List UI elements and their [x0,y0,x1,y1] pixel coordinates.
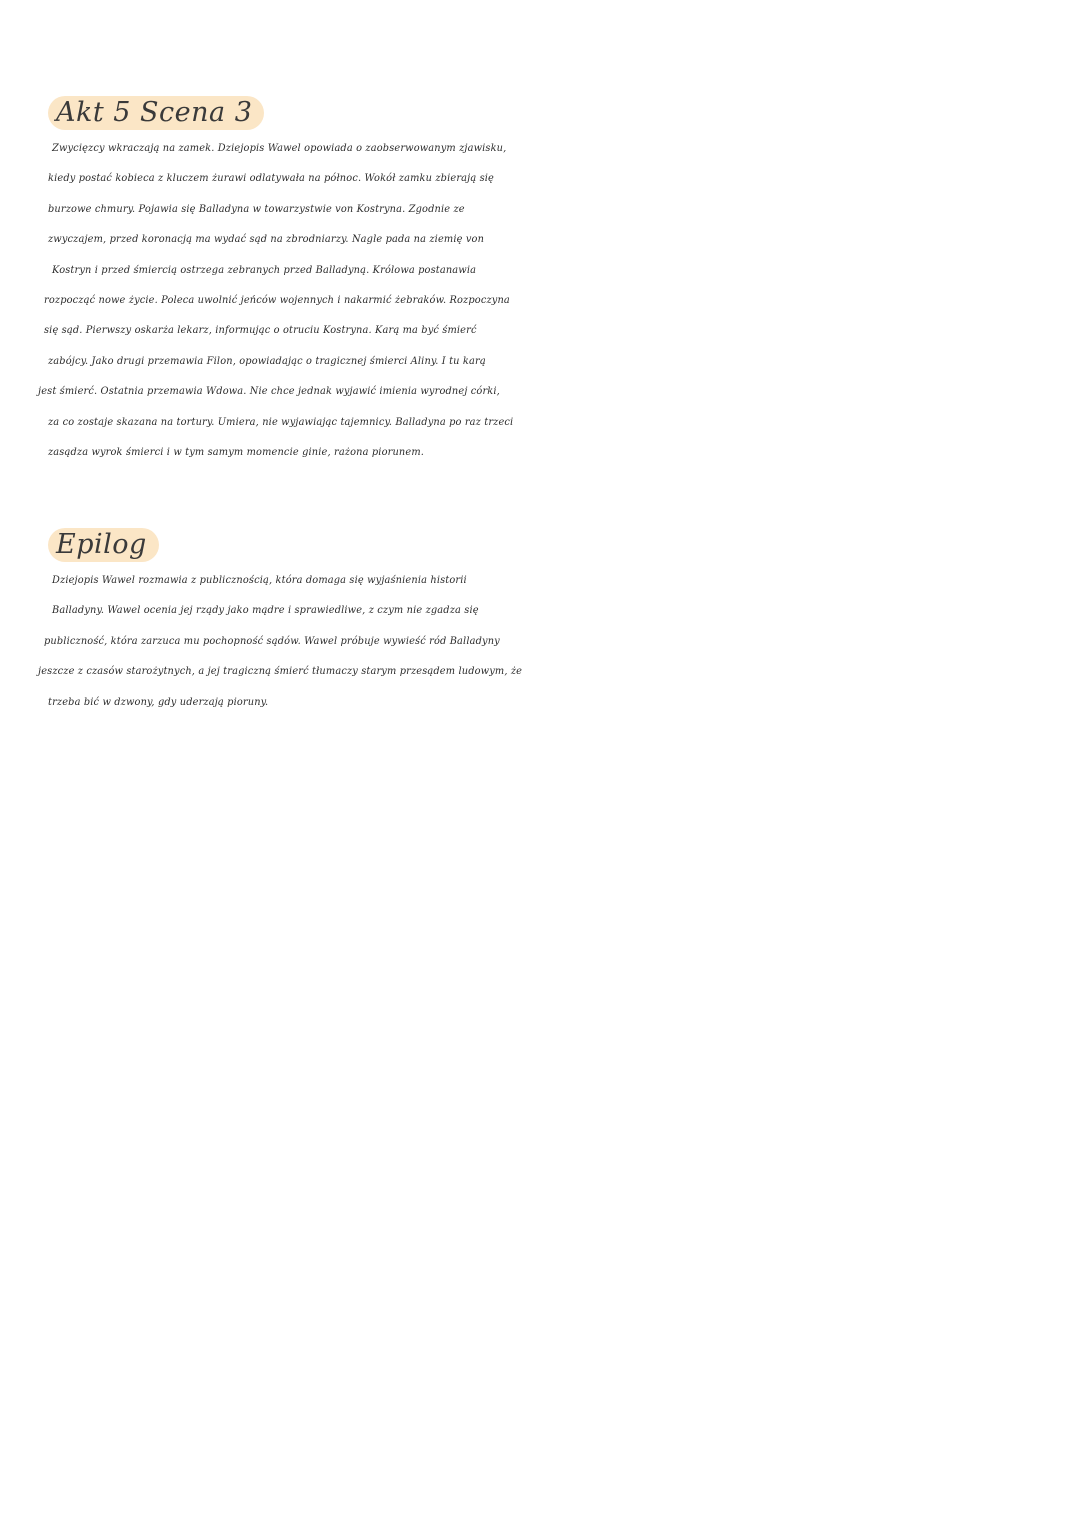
text-line: się sąd. Pierwszy oskarża lekarz, informując o otruciu Kostryna. Karą ma być śmierć [44,325,477,337]
text-line: publiczność, która zarzuca mu pochopność sądów. Wawel próbuje wywieść ród Balladyny [44,635,500,647]
section-heading: Akt 5 Scena 3 [48,96,264,130]
section-body [0,566,1080,718]
text-line: za co zostaje skazana na tortury. Umiera, nie wyjawiając tajemnicy. Balladyna po raz trzeci [48,416,514,428]
text-line: trzeba bić w dzwony, gdy uderzają pioruny. [48,696,269,708]
text-line: burzowe chmury. Pojawia się Balladyna w towarzystwie von Kostryna. Zgodnie ze [48,203,465,215]
text-line: rozpocząć nowe życie. Poleca uwolnić jeńców wojennych i nakarmić żebraków. Rozpoczyna [44,294,510,306]
text-line: kiedy postać kobieca z kluczem żurawi odlatywała na północ. Wokół zamku zbierają się [48,173,495,185]
text-line: zasądza wyrok śmierci i w tym samym momencie ginie, rażona piorunem. [48,446,425,458]
section-epilog [0,528,1080,718]
text-line: Zwycięzcy wkraczają na zamek. Dziejopis Wawel opowiada o zaobserwowanym zjawisku, [52,143,507,154]
section-body [0,134,1080,468]
text-line: zabójcy. Jako drugi przemawia Filon, opowiadając o tragicznej śmierci Aliny. I tu karą [48,355,486,367]
text-line: zwyczajem, przed koronacją ma wydać sąd na zbrodniarzy. Nagle pada na ziemię von [48,234,485,246]
section-heading: Epilog [48,528,159,562]
text-line: Dziejopis Wawel rozmawia z publicznością, która domaga się wyjaśnienia historii [52,575,467,586]
text-line: Balladyny. Wawel ocenia jej rządy jako mądre i sprawiedliwe, z czym nie zgadza się [52,605,479,617]
text-line: jeszcze z czasów starożytnych, a jej tragiczną śmierć tłumaczy starym przesądem ludowym, że [38,666,523,678]
text-line: jest śmierć. Ostatnia przemawia Wdowa. Nie chce jednak wyjawić imienia wyrodnej córki, [38,386,500,398]
section-akt-5-scena-3 [0,96,1080,468]
text-line: Kostryn i przed śmiercią ostrzega zebranych przed Balladyną. Królowa postanawia [52,264,477,276]
